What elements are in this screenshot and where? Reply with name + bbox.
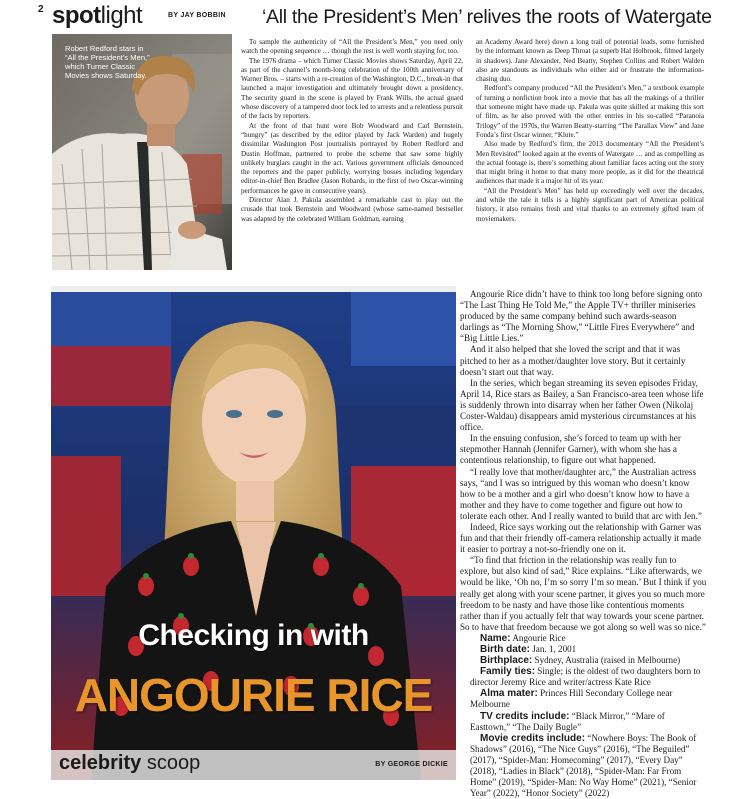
article-paragraph: Redford’s company produced “All the President’s Men,” a textbook example of turning a nonfiction book into a movie that has all the makings of a thriller that someone might have made up. Pakula was quite skilled at making this sort of film, as he also proved with the other entries in his so-called “Paranoia Trilogy” of the 1970s, the Warren Beatty-starring “The Parallax View” and Jane Fonda’s first Oscar winner, “Klute.”	[476, 84, 704, 139]
angourie-rice-photo	[51, 286, 456, 780]
section-label-light: scoop	[141, 752, 201, 774]
article-paragraph: Director Alan J. Pakula assembled a remarkable cast to play out the crusade that took Bernstein and Woodward (whose same-named bestseller was adapted by the celebrated William Goldman, earning	[241, 196, 463, 223]
article-paragraph: The 1976 drama – which Turner Classic Movies shows Saturday, April 22, as part of the channel’s month-long celebration of the 100th anniversary of Warner Bros. – starts with a re-creation of the Washington, D.C., break-in that launched a major investigation and ultimately brought down a presidency. The security guard in the scene is played by Frank Wills, the actual guard whose discovery of a tampered door lock led to arrests and a relentless pursuit of the facts by reporters.	[241, 56, 464, 121]
headline: ‘All the President’s Men’ relives the roots of Watergate	[262, 6, 712, 28]
fact-label: Movie credits include:	[480, 732, 586, 744]
fact-label: TV credits include:	[480, 710, 570, 722]
article-paragraph: To sample the authenticity of “All the President’s Men,” you need only watch the opening sequence … though the rest is well worth staying for, too.	[241, 38, 463, 56]
fact-value: Single; is the oldest of two daughters born to director Jeremy Rice and writer/actress Kate Rice	[470, 666, 701, 688]
byline: BY JAY BOBBIN	[168, 12, 226, 19]
fact-label: Alma mater:	[480, 688, 538, 700]
fact-value: “Nowhere Boys: The Book of Shadows” (2016), “The Nice Guys” (2016), “The Beguiled” (2017), “Spider-Man: Homecoming” (2017), “Every Day” (2018), “Ladies in Black” (2018), “Spider-Man: Far From Home” (2019), “Spider-Man: No Way Home” (2021), “Senior Year” (2022), “Honor Society” (2022)	[470, 732, 697, 799]
fact-value: “Black Mirror,” “Mare of Easttown,” “The Daily Bugle”	[470, 710, 665, 732]
brand-light: light	[100, 2, 143, 29]
fact-label: Name:	[480, 632, 511, 644]
feature-paragraph: And it also helped that she loved the script and that it was pitched to her as a mother/daughter love story. But it certainly doesn’t start out that way.	[460, 344, 686, 377]
fact-alma-mater	[460, 688, 707, 710]
fact-name	[460, 633, 707, 644]
section-bar	[51, 750, 456, 780]
feature-title-name: ANGOURIE RICE	[74, 669, 433, 721]
feature-title-line1: Checking in with	[138, 619, 369, 652]
fact-label: Birthplace:	[480, 655, 533, 667]
fact-value: Angourie Rice	[510, 632, 566, 643]
fact-tv-credits	[460, 711, 707, 733]
feature-paragraph: “I really love that mother/daughter arc,” the Australian actress says, “and I was so intrigued by this woman who doesn’t know how to be a mother and a girl who doesn’t know how to have a mother and they have to come together and figure out how to tolerate each other. And I really wanted to build that arc with Jen.”	[460, 466, 702, 521]
section-label	[59, 752, 200, 775]
feature-paragraph: Angourie Rice didn’t have to think too long before signing onto “The Last Thing He Told Me,” the Apple TV+ thriller miniseries produced by the same company behind such awards-season darlings as “The Morning Show,” “Little Fires Everywhere” and “Big Little Lies.”	[460, 289, 703, 344]
feature-column	[460, 289, 707, 799]
article-column-2	[476, 38, 704, 224]
article-paragraph: an Academy Award here) down a long trail of potential leads, some furnished by the informant known as Deep Throat (a superb Hal Holbrook, filmed largely in shadows). Jane Alexander, Ned Beatty, Stephen Collins and Robert Walden also are standouts as individuals who either aid or frustrate the information-chasing duo.	[476, 38, 704, 84]
article-column-1	[241, 38, 463, 224]
redford-photo	[52, 34, 232, 270]
fact-label: Birth date:	[480, 644, 530, 655]
fact-value: Sydney, Australia (raised in Melbourne)	[532, 655, 681, 666]
feature-paragraph: In the series, which began streaming its seven episodes Friday, April 14, Rice stars as Bailey, a San Francisco-area teen whose life is suddenly thrown into disarray when her father Owen (Nikolaj Coster-Waldau) disappears amid mysterious circumstances at his office.	[460, 377, 704, 433]
article-paragraph: At the front of that hunt were Bob Woodward and Carl Bernstein, “hungry” (as described by the editor played by Jack Warden) and hugely dissimilar Washington Post journalists portrayed by Robert Redford and Dustin Hoffman, partnered to probe the scheme that saw some highly unlikely burglars caught in the act. Various government officials denounced the reporters and the paper publicly, worrying bosses including legendary editor-in-chief Ben Bradlee (Jason Robards, in the first of two Oscar-winning performances he gave in consecutive years).	[241, 121, 463, 195]
fact-label: Family ties:	[480, 666, 536, 678]
fact-value: Princes Hill Secondary College near Melbourne	[470, 688, 673, 710]
feature-paragraph: Indeed, Rice says working out the relationship with Garner was fun and that their friendly off-camera relationship actually it made it easier to portray a not-so-friendly one on it.	[460, 521, 702, 555]
section-label-bold: celebrity	[59, 752, 142, 774]
brand-bold: spot	[52, 2, 101, 29]
feature-paragraph: In the ensuing confusion, she’s forced to team up with her stepmother Hannah (Jennifer Garner), with whom she has a contentious relationship, to figure out what happened.	[460, 433, 681, 466]
fact-birthplace	[460, 655, 707, 666]
fact-value: Jan. 1, 2001	[530, 644, 577, 654]
feature-byline: BY GEORGE DICKIE	[375, 761, 448, 768]
photo-caption: Robert Redford stars in “All the President’s Men,” which Turner Classic Movies shows Saturday.	[65, 44, 150, 80]
page-number: 2	[38, 4, 44, 15]
fact-family-ties	[460, 666, 707, 688]
fact-birth-date	[460, 644, 707, 655]
fact-movie-credits	[460, 733, 707, 799]
section-brand	[52, 1, 142, 31]
feature-paragraph: “To find that friction in the relationship was really fun to explore, but also kind of sad,” Rice explains. “Like afterwards, we would be like, ‘Oh no, I’m so sorry I’m so mean.’ But I think if you really get along with your scene partner, it gives you so much more freedom to be nasty and have those like contentious moments rather than if you actually felt that way towards your scene partner. So to have that freedom because we got along so well was so nice.”	[460, 555, 707, 632]
article-paragraph: “All the President’s Men” has held up exceedingly well over the decades, and while the tale it tells is a highly significant part of American political history, it also remains fresh and vital thanks to an extremely gifted team of moviemakers.	[476, 186, 704, 223]
article-paragraph: Also made by Redford’s firm, the 2013 documentary “All the President’s Men Revisited” looked again at the events of Watergate … and as compelling as the actual footage is, there’s something about familiar faces acting out the story that might bring it home to that many more people, as it did for the theatrical audiences that made it a major hit of its year.	[476, 140, 704, 186]
